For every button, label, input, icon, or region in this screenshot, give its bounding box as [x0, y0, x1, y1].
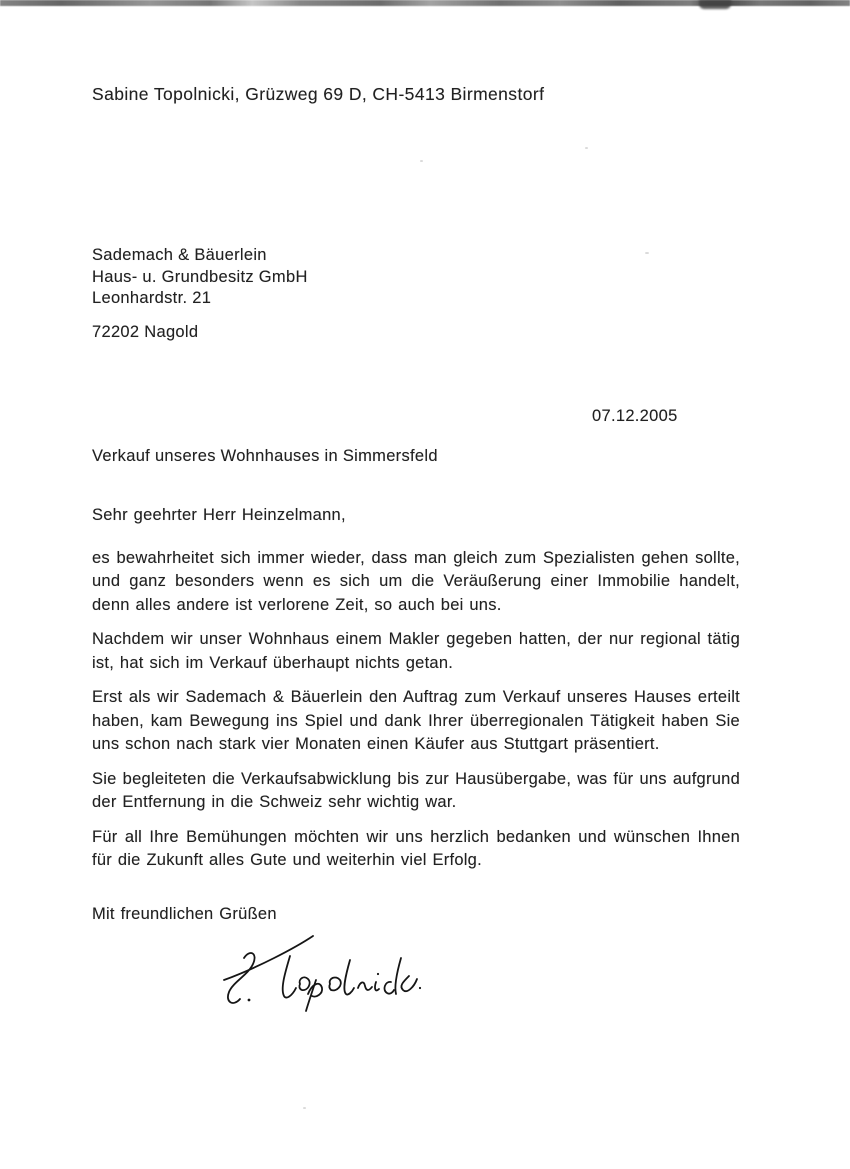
body-paragraph: Sie begleiteten die Verkaufsabwicklung bis zur Hausübergabe, was für uns aufgrund der Entfernung in die Schweiz sehr wichtig war.: [92, 769, 740, 811]
scan-speckle: [645, 252, 649, 254]
scan-speckle: [420, 160, 423, 162]
subject-line: Verkauf unseres Wohnhauses in Simmersfeld: [92, 447, 438, 465]
body-paragraph: Nachdem wir unser Wohnhaus einem Makler gegeben hatten, der nur regional tätig ist, hat sich im Verkauf überhaupt nichts getan.: [92, 630, 740, 672]
salutation: Sehr geehrter Herr Heinzelmann,: [92, 506, 346, 524]
sender-address-line: Sabine Topolnicki, Grüzweg 69 D, CH-5413 Birmenstorf: [92, 84, 545, 104]
scan-speckle: [303, 1107, 306, 1109]
recipient-city: 72202 Nagold: [92, 322, 199, 341]
scan-speckle: [585, 147, 588, 149]
recipient-street: Leonhardstr. 21: [92, 289, 212, 307]
scan-artifact-blob: [699, 0, 731, 9]
recipient-company: Sademach & Bäuerlein: [92, 246, 267, 264]
letter-date: 07.12.2005: [592, 407, 678, 425]
recipient-address-block: [92, 245, 308, 343]
signature-strokes: [203, 930, 425, 1020]
body-paragraph: Erst als wir Sademach & Bäuerlein den Auftrag zum Verkauf unseres Hauses erteilt haben, kam Bewegung ins Spiel und dank Ihrer überregionalen Tätigkeit haben Sie uns schon nach stark vier Monaten einen Käufer aus Stuttgart präsentiert.: [92, 688, 740, 753]
closing-line: Mit freundlichen Grüßen: [92, 904, 277, 923]
recipient-company-suffix: Haus- u. Grundbesitz GmbH: [92, 267, 308, 286]
handwritten-signature: [203, 930, 425, 1020]
body-paragraph: es bewahrheitet sich immer wieder, dass man gleich zum Spezialisten gehen sollte, und ganz besonders wenn es sich um die Veräußerung einer Immobilie handelt, denn alles andere ist verlorene Zeit, so auch bei uns.: [92, 548, 740, 614]
letter-body: [92, 504, 740, 926]
body-paragraph: Für all Ihre Bemühungen möchten wir uns herzlich bedanken und wünschen Ihnen für die Zukunft alles Gute und weiterhin viel Erfolg.: [92, 827, 740, 869]
